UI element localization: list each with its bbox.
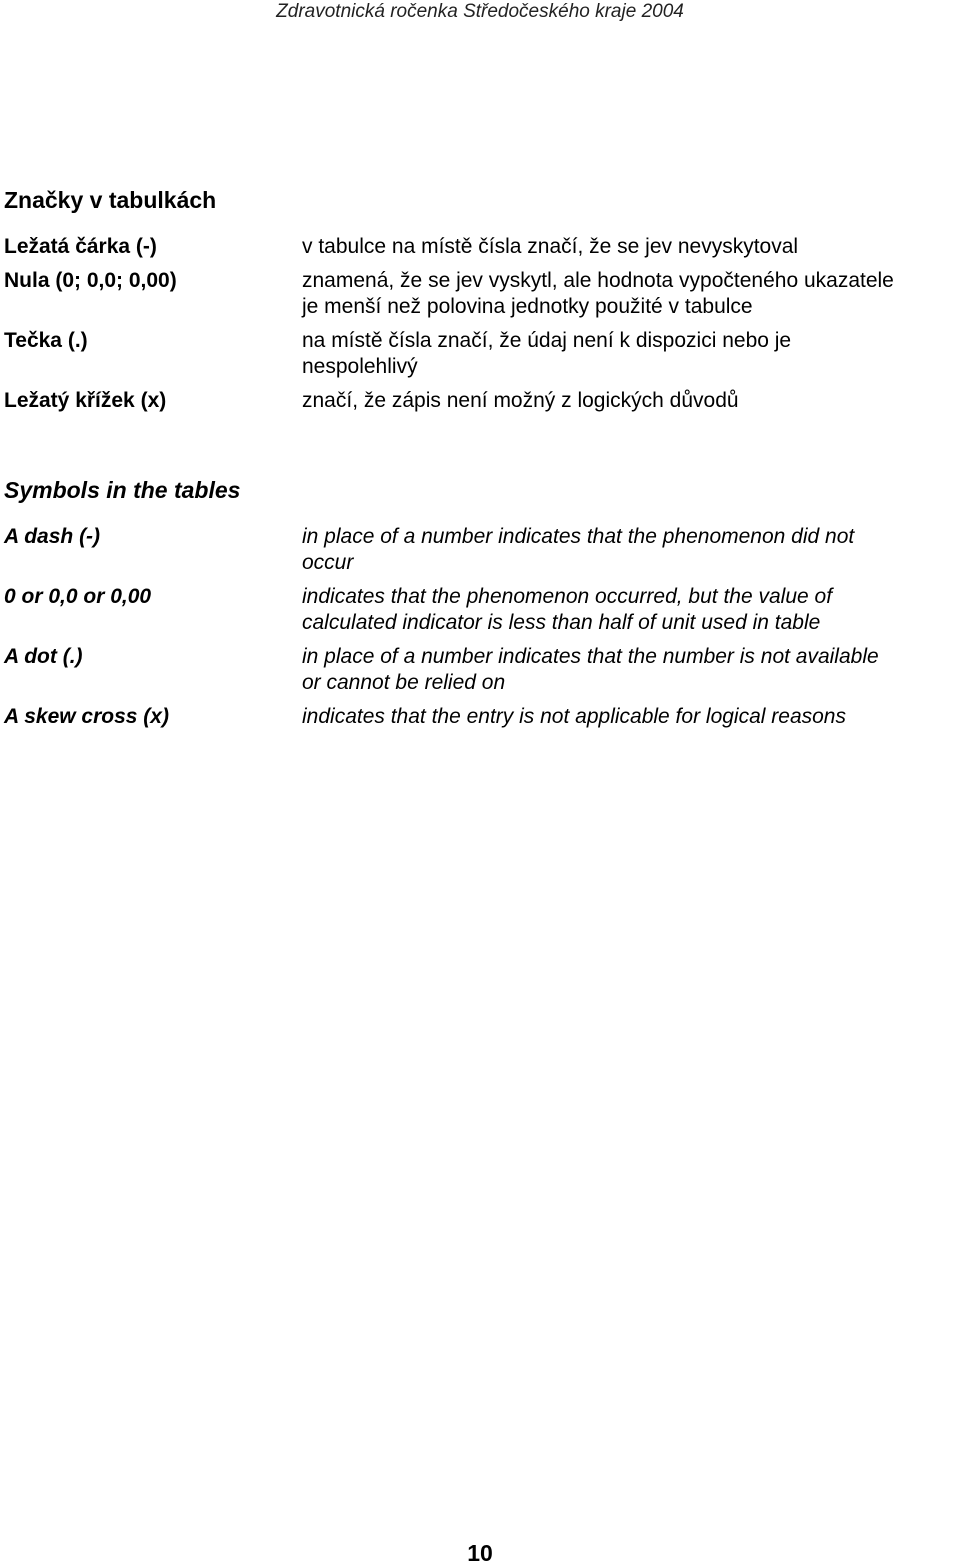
description-line: je menší než polovina jednotky použité v tabulce	[302, 295, 753, 318]
legend-row	[4, 524, 956, 576]
legend-term: 0 or 0,0 or 0,00	[4, 585, 152, 608]
running-header: Zdravotnická ročenka Středočeského kraje 2004	[276, 1, 684, 22]
page-number: 10	[467, 1540, 493, 1566]
section-title: Značky v tabulkách	[4, 187, 217, 213]
description-line: nespolehlivý	[302, 355, 418, 378]
description-line: znamená, že se jev vyskytl, ale hodnota vypočteného ukazatele	[302, 269, 894, 292]
description-line: indicates that the entry is not applicable for logical reasons	[302, 705, 846, 728]
section-title: Symbols in the tables	[4, 477, 241, 503]
description-line: značí, že zápis není možný z logických důvodů	[302, 389, 739, 412]
legend-term: Nula (0; 0,0; 0,00)	[4, 269, 177, 292]
description-line: in place of a number indicates that the phenomenon did not	[302, 525, 855, 548]
legend-description	[302, 524, 956, 576]
legend-row	[4, 388, 956, 414]
legend-row	[4, 268, 956, 320]
legend-description	[302, 388, 956, 414]
description-line: occur	[302, 551, 354, 574]
legend-description	[302, 644, 956, 696]
czech-symbols-section	[4, 186, 956, 414]
description-line: na místě čísla značí, že údaj není k dispozici nebo je	[302, 329, 792, 352]
legend-term: A dot (.)	[4, 645, 83, 668]
legend-description	[302, 234, 956, 260]
legend-row	[4, 328, 956, 380]
description-line: in place of a number indicates that the number is not available	[302, 645, 879, 668]
legend-row	[4, 644, 956, 696]
description-line: calculated indicator is less than half of unit used in table	[302, 611, 821, 634]
legend-term: Ležatý křížek (x)	[4, 389, 167, 412]
legend-term: Tečka (.)	[4, 329, 88, 352]
legend-term: A dash (-)	[4, 525, 101, 548]
description-line: v tabulce na místě čísla značí, že se jev nevyskytoval	[302, 235, 799, 258]
description-line: indicates that the phenomenon occurred, but the value of	[302, 585, 833, 608]
description-line: or cannot be relied on	[302, 671, 506, 694]
legend-description	[302, 328, 956, 380]
legend-description	[302, 704, 956, 730]
legend-row	[4, 704, 956, 730]
legend-term: A skew cross (x)	[4, 705, 169, 728]
english-symbols-section	[4, 476, 956, 730]
legend-row	[4, 234, 956, 260]
legend-description	[302, 584, 956, 636]
legend-description	[302, 268, 956, 320]
legend-term: Ležatá čárka (-)	[4, 235, 157, 258]
legend-row	[4, 584, 956, 636]
